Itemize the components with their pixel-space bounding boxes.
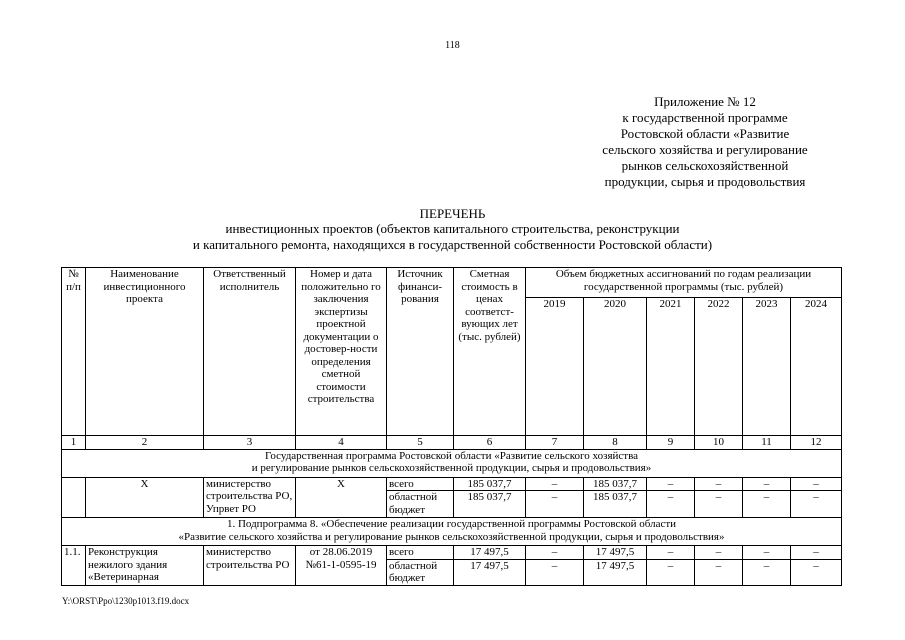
value-2019: –	[526, 559, 584, 585]
subtitle-line: и капитального ремонта, находящихся в государственной собственности Ростовской области)	[192, 237, 713, 252]
value-2023: –	[743, 491, 791, 518]
column-number: 1	[62, 436, 86, 450]
header-year: 2020	[584, 298, 647, 436]
value-2022: –	[695, 546, 743, 560]
header-volume: Объем бюджетных ассигнований по годам реализации государственной программы (тыс. рублей)	[526, 268, 842, 298]
header-expertise: Номер и дата положительно го заключения экспертизы проектной документации о достовер-ности определения сметной стоимости строительства	[296, 268, 387, 436]
value-2023: –	[743, 477, 791, 491]
appendix-line: к государственной программе	[622, 110, 788, 125]
subprogram-title-line: 1. Подпрограмма 8. «Обеспечение реализации государственной программы Ростовской области	[226, 518, 677, 530]
program-executor: министерство строительства РО, Упрвет РО	[204, 477, 296, 518]
column-number: 3	[204, 436, 296, 450]
header-year: 2023	[743, 298, 791, 436]
cost-cell: 17 497,5	[454, 559, 526, 585]
source-cell: всего	[387, 477, 454, 491]
program-name: Х	[86, 477, 204, 518]
value-2020: 185 037,7	[584, 477, 647, 491]
subprogram-title-line: «Развитие сельского хозяйства и регулирование рынков сельскохозяйственной продукции, сырья и продовольствия»	[178, 530, 725, 543]
program-title-row	[62, 449, 842, 477]
header-num: № п/п	[62, 268, 86, 436]
value-2020: 17 497,5	[584, 546, 647, 560]
column-number: 9	[647, 436, 695, 450]
column-number: 11	[743, 436, 791, 450]
column-number: 10	[695, 436, 743, 450]
page-number: 118	[445, 40, 460, 51]
value-2022: –	[695, 491, 743, 518]
value-2019: –	[526, 546, 584, 560]
program-row-total	[62, 477, 842, 491]
header-source: Источник финанси-рования	[387, 268, 454, 436]
appendix-line: Приложение № 12	[654, 94, 756, 109]
file-path-footer: Y:\ORST\Ppo\1230p1013.f19.docx	[62, 596, 190, 606]
column-number: 6	[454, 436, 526, 450]
source-cell: всего	[387, 546, 454, 560]
program-title-line: Государственная программа Ростовской области «Развитие сельского хозяйства	[264, 449, 639, 462]
column-number: 7	[526, 436, 584, 450]
value-2021: –	[647, 559, 695, 585]
value-2024: –	[791, 546, 842, 560]
value-2021: –	[647, 477, 695, 491]
header-name: Наименование инвестиционного проекта	[86, 268, 204, 436]
appendix-caption	[560, 94, 850, 190]
value-2024: –	[791, 491, 842, 518]
appendix-line: сельского хозяйства и регулирование	[602, 142, 808, 157]
appendix-line: рынков сельскохозяйственной	[621, 158, 789, 173]
column-number: 4	[296, 436, 387, 450]
column-number: 12	[791, 436, 842, 450]
column-numbers-row	[62, 436, 842, 450]
value-2023: –	[743, 559, 791, 585]
value-2020: 185 037,7	[584, 491, 647, 518]
column-number: 2	[86, 436, 204, 450]
cost-cell: 17 497,5	[454, 546, 526, 560]
cost-cell: 185 037,7	[454, 477, 526, 491]
project-expertise: от 28.06.2019 №61-1-0595-19	[296, 546, 387, 586]
project-row-total	[62, 546, 842, 560]
column-number: 5	[387, 436, 454, 450]
cost-cell: 185 037,7	[454, 491, 526, 518]
subprogram-title-row	[62, 518, 842, 546]
subtitle-line: инвестиционных проектов (объектов капитального строительства, реконструкции	[225, 221, 680, 236]
value-2020: 17 497,5	[584, 559, 647, 585]
project-num: 1.1.	[62, 546, 86, 586]
appendix-line: продукции, сырья и продовольствия	[604, 174, 806, 189]
value-2024: –	[791, 559, 842, 585]
value-2019: –	[526, 477, 584, 491]
source-cell: областной бюджет	[387, 491, 454, 518]
source-cell: областной бюджет	[387, 559, 454, 585]
value-2019: –	[526, 491, 584, 518]
document-title: ПЕРЕЧЕНЬ	[419, 206, 486, 221]
column-number: 8	[584, 436, 647, 450]
value-2022: –	[695, 477, 743, 491]
appendix-line: Ростовской области «Развитие	[620, 126, 790, 141]
header-year: 2021	[647, 298, 695, 436]
program-expertise: Х	[296, 477, 387, 518]
value-2023: –	[743, 546, 791, 560]
value-2021: –	[647, 546, 695, 560]
header-year: 2019	[526, 298, 584, 436]
value-2024: –	[791, 477, 842, 491]
header-year: 2022	[695, 298, 743, 436]
project-name: Реконструкция нежилого здания «Ветеринарная	[86, 546, 204, 586]
program-title-line: и регулирование рынков сельскохозяйственной продукции, сырья и продовольствия»	[251, 462, 652, 474]
header-year: 2024	[791, 298, 842, 436]
document-subtitle	[0, 221, 905, 253]
header-executor: Ответственный исполнитель	[204, 268, 296, 436]
value-2021: –	[647, 491, 695, 518]
project-executor: министерство строительства РО	[204, 546, 296, 586]
investment-projects-table	[61, 267, 842, 586]
value-2022: –	[695, 559, 743, 585]
header-cost: Сметная стоимость в ценах соответст-вующих лет (тыс. рублей)	[454, 268, 526, 436]
